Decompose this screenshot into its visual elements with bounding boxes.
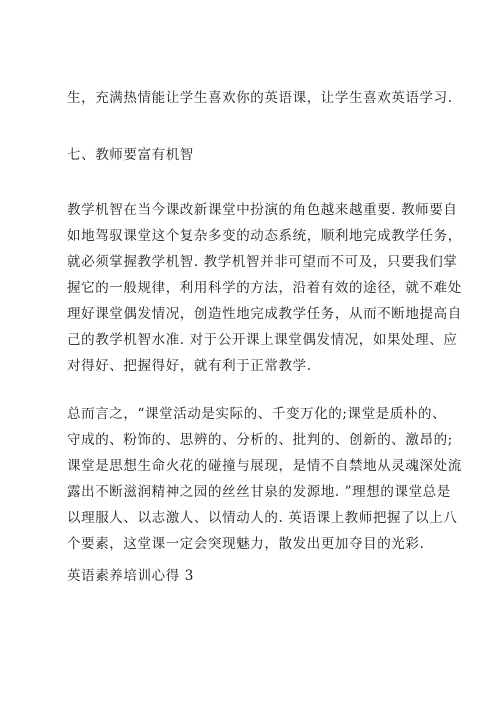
paragraph-line: 露出不断滋润精神之园的丝丝甘泉的发源地. ”理想的课堂总是 [67, 484, 451, 500]
paragraph-line: 就必须掌握教学机智. 教学机智并非可望而不可及，只要我们掌 [67, 254, 458, 270]
paragraph-closing-line: 生，充满热情能让学生喜欢你的英语课，让学生喜欢英语学习. [67, 90, 453, 106]
section-heading-next: 英语素养培训心得 3 [67, 568, 194, 584]
paragraph-line: 对得好、把握得好，就有利于正常教学. [67, 358, 312, 374]
section-heading-seven: 七、教师要富有机智 [67, 147, 194, 163]
paragraph-line: 总而言之，“课堂活动是实际的、千变万化的;课堂是质朴的、 [67, 406, 447, 422]
paragraph-teaching-wit [67, 197, 462, 379]
paragraph-line: 课堂是思想生命火花的碰撞与展现，是情不自禁地从灵魂深处流 [67, 458, 462, 474]
paragraph-summary [67, 401, 462, 557]
paragraph-line: 个要素，这堂课一定会突现魅力，散发出更加夺目的光彩. [67, 536, 425, 552]
paragraph-line: 守成的、粉饰的、思辨的、分析的、批判的、创新的、激昂的; [67, 432, 453, 448]
paragraph-line: 如地驾驭课堂这个复杂多变的动态系统，顺利地完成教学任务， [67, 228, 462, 244]
paragraph-line: 理好课堂偶发情况，创造性地完成教学任务，从而不断地提高自 [67, 306, 462, 322]
paragraph-line: 教学机智在当今课改新课堂中扮演的角色越来越重要. 教师要自 [67, 202, 458, 218]
paragraph-line: 握它的一般规律，利用科学的方法，沿着有效的途径，就不难处 [67, 280, 462, 296]
paragraph-line: 以理服人、以志激人、以情动人的. 英语课上教师把握了以上八 [67, 510, 458, 526]
paragraph-line: 己的教学机智水准. 对于公开课上课堂偶发情况，如果处理、应 [67, 332, 458, 348]
